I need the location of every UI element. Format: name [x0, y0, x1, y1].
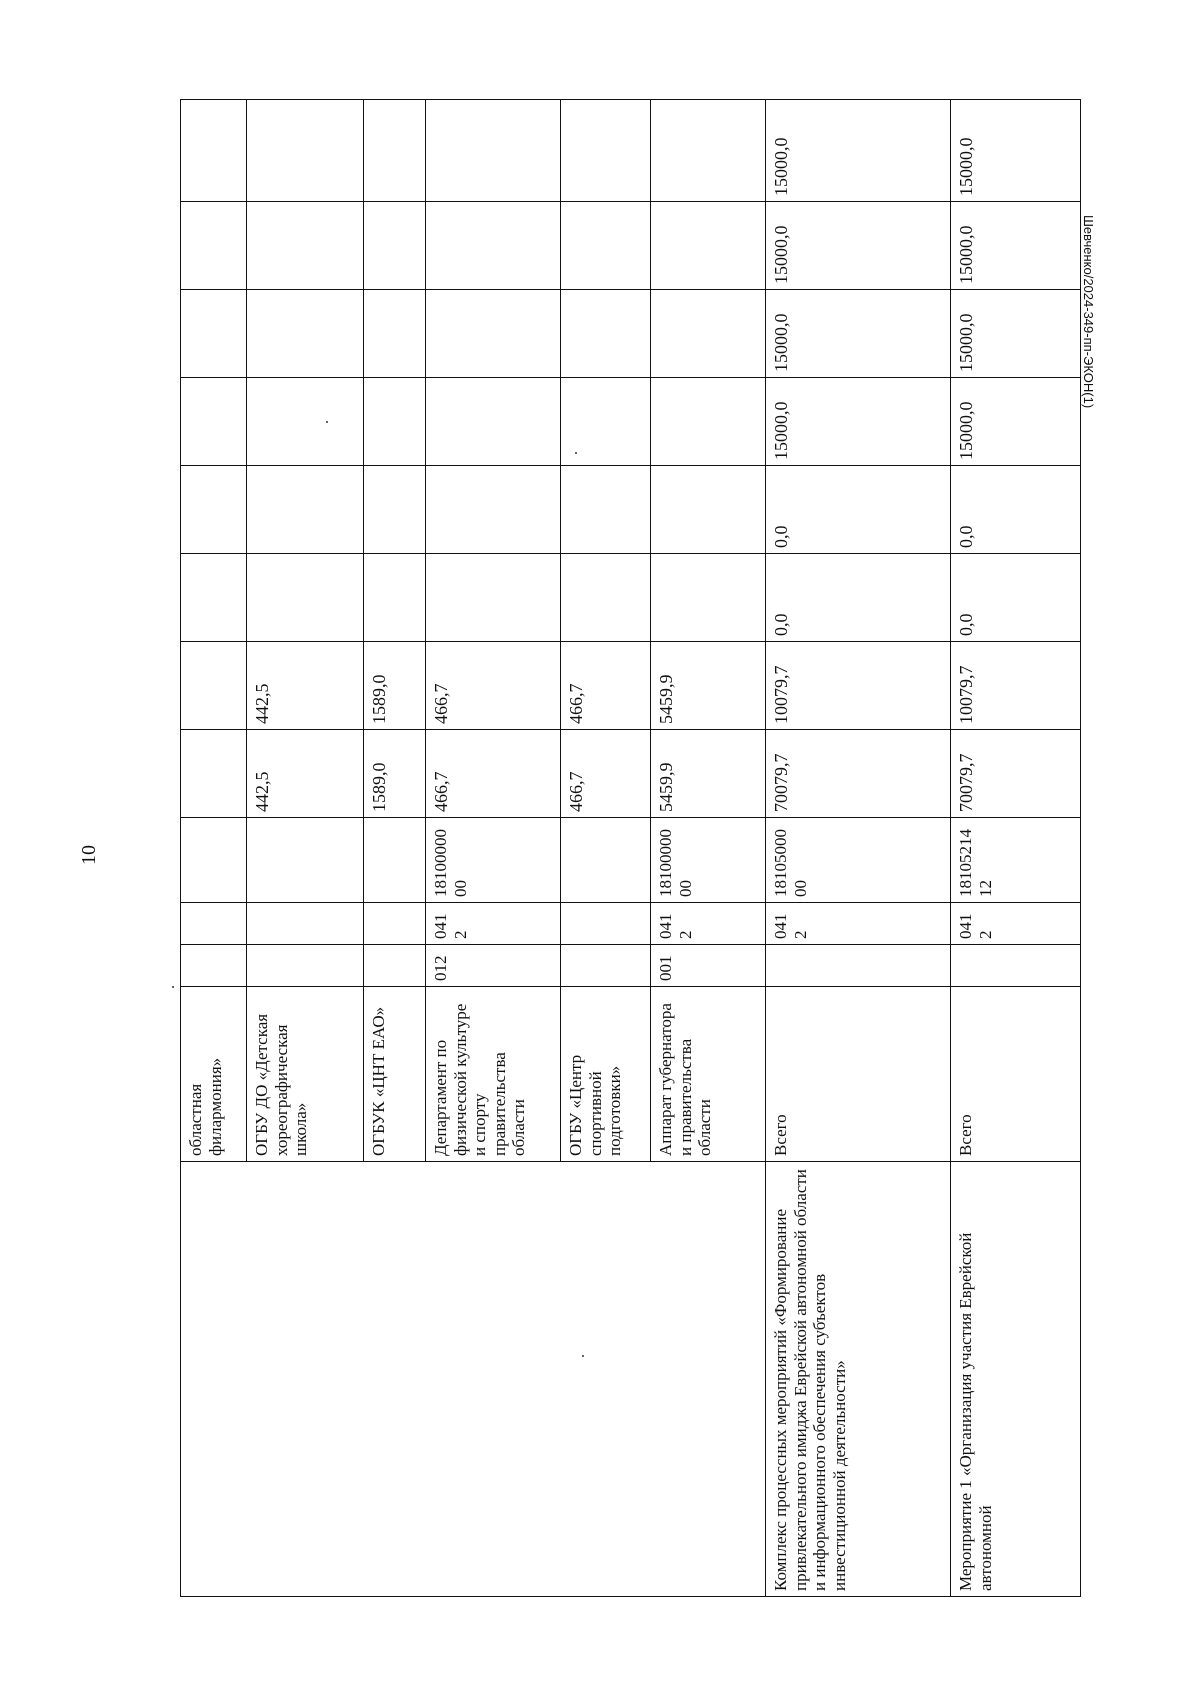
amount-cell: 5459,9: [651, 642, 766, 730]
amount-cell: [181, 378, 247, 466]
code-cell: 012: [426, 945, 561, 987]
amount-cell: 442,5: [247, 730, 364, 818]
amount-cell: [426, 290, 561, 378]
amount-cell: [561, 100, 651, 202]
amount-cell: [181, 554, 247, 642]
code-cell: [364, 945, 426, 987]
amount-cell: [247, 290, 364, 378]
executor-cell: ОГБУ «Центр спортивной подготовки»: [561, 987, 651, 1162]
executor-cell: Департамент по физической культуре и спорту правительства области: [426, 987, 561, 1162]
program-cell: Мероприятие 1 «Организация участия Еврейской автономной: [951, 1162, 1081, 1597]
table-row: [951, 100, 1081, 1597]
code-cell: 1810521412: [951, 818, 1081, 903]
code-cell: [561, 903, 651, 945]
rotated-table-container: [180, 112, 1080, 1597]
amount-cell: [561, 378, 651, 466]
amount-cell: 1589,0: [364, 642, 426, 730]
amount-cell: 0,0: [766, 466, 951, 554]
executor-cell: Аппарат губернатора и правительства области: [651, 987, 766, 1162]
amount-cell: 466,7: [426, 730, 561, 818]
code-cell: 0412: [951, 903, 1081, 945]
amount-cell: 15000,0: [766, 202, 951, 290]
amount-cell: 0,0: [951, 554, 1081, 642]
amount-cell: [364, 554, 426, 642]
code-cell: [766, 945, 951, 987]
amount-cell: 15000,0: [951, 378, 1081, 466]
amount-cell: 15000,0: [766, 290, 951, 378]
amount-cell: 466,7: [426, 642, 561, 730]
amount-cell: [561, 290, 651, 378]
amount-cell: 10079,7: [766, 642, 951, 730]
amount-cell: [651, 466, 766, 554]
amount-cell: 0,0: [951, 466, 1081, 554]
code-cell: 1810500000: [766, 818, 951, 903]
amount-cell: [247, 554, 364, 642]
code-cell: 1810000000: [651, 818, 766, 903]
amount-cell: [364, 378, 426, 466]
code-cell: 0412: [426, 903, 561, 945]
table-row: [766, 100, 951, 1597]
code-cell: 0412: [651, 903, 766, 945]
code-cell: 001: [651, 945, 766, 987]
page-number: 10: [78, 845, 100, 865]
code-cell: [247, 945, 364, 987]
amount-cell: [561, 466, 651, 554]
code-cell: [247, 818, 364, 903]
code-cell: [364, 818, 426, 903]
code-cell: 0412: [766, 903, 951, 945]
amount-cell: 442,5: [247, 642, 364, 730]
program-cell: Комплекс процессных мероприятий «Формирование привлекательного имиджа Еврейской автономной области и информационного обеспечения субъектов инвестиционной деятельности»: [766, 1162, 951, 1597]
amount-cell: [181, 290, 247, 378]
amount-cell: [181, 642, 247, 730]
amount-cell: [247, 202, 364, 290]
amount-cell: [426, 100, 561, 202]
amount-cell: [247, 378, 364, 466]
document-code: Шевченко/2024-349-пп-ЭКОН(1): [1081, 215, 1096, 409]
code-cell: [951, 945, 1081, 987]
code-cell: [561, 945, 651, 987]
executor-cell: Всего: [951, 987, 1081, 1162]
amount-cell: [364, 290, 426, 378]
amount-cell: [561, 554, 651, 642]
amount-cell: 15000,0: [951, 202, 1081, 290]
amount-cell: 0,0: [766, 554, 951, 642]
amount-cell: 5459,9: [651, 730, 766, 818]
amount-cell: 466,7: [561, 642, 651, 730]
amount-cell: [247, 466, 364, 554]
code-cell: [247, 903, 364, 945]
amount-cell: 15000,0: [766, 100, 951, 202]
amount-cell: 70079,7: [766, 730, 951, 818]
amount-cell: 70079,7: [951, 730, 1081, 818]
amount-cell: [364, 466, 426, 554]
amount-cell: [651, 554, 766, 642]
code-cell: [181, 818, 247, 903]
amount-cell: [181, 100, 247, 202]
amount-cell: [247, 100, 364, 202]
amount-cell: [561, 202, 651, 290]
amount-cell: [181, 730, 247, 818]
executor-cell: ОГБУК «ЦНТ ЕАО»: [364, 987, 426, 1162]
executor-cell: областная филармония»: [181, 987, 247, 1162]
amount-cell: [181, 466, 247, 554]
amount-cell: [426, 466, 561, 554]
executor-cell: ОГБУ ДО «Детская хореографическая школа»: [247, 987, 364, 1162]
code-cell: 1810000000: [426, 818, 561, 903]
amount-cell: [426, 554, 561, 642]
amount-cell: 466,7: [561, 730, 651, 818]
amount-cell: 10079,7: [951, 642, 1081, 730]
program-cell: [181, 1162, 766, 1597]
amount-cell: [364, 100, 426, 202]
amount-cell: [651, 202, 766, 290]
amount-cell: [426, 378, 561, 466]
scan-speck: [172, 986, 174, 988]
amount-cell: [181, 202, 247, 290]
amount-cell: 15000,0: [951, 100, 1081, 202]
amount-cell: [426, 202, 561, 290]
table-body: [181, 100, 1081, 1597]
budget-table: [180, 99, 1081, 1597]
amount-cell: 1589,0: [364, 730, 426, 818]
amount-cell: [651, 378, 766, 466]
code-cell: [181, 945, 247, 987]
table-row: [181, 100, 247, 1597]
executor-cell: Всего: [766, 987, 951, 1162]
amount-cell: 15000,0: [766, 378, 951, 466]
amount-cell: 15000,0: [951, 290, 1081, 378]
code-cell: [561, 818, 651, 903]
amount-cell: [651, 100, 766, 202]
amount-cell: [364, 202, 426, 290]
amount-cell: [651, 290, 766, 378]
code-cell: [181, 903, 247, 945]
code-cell: [364, 903, 426, 945]
